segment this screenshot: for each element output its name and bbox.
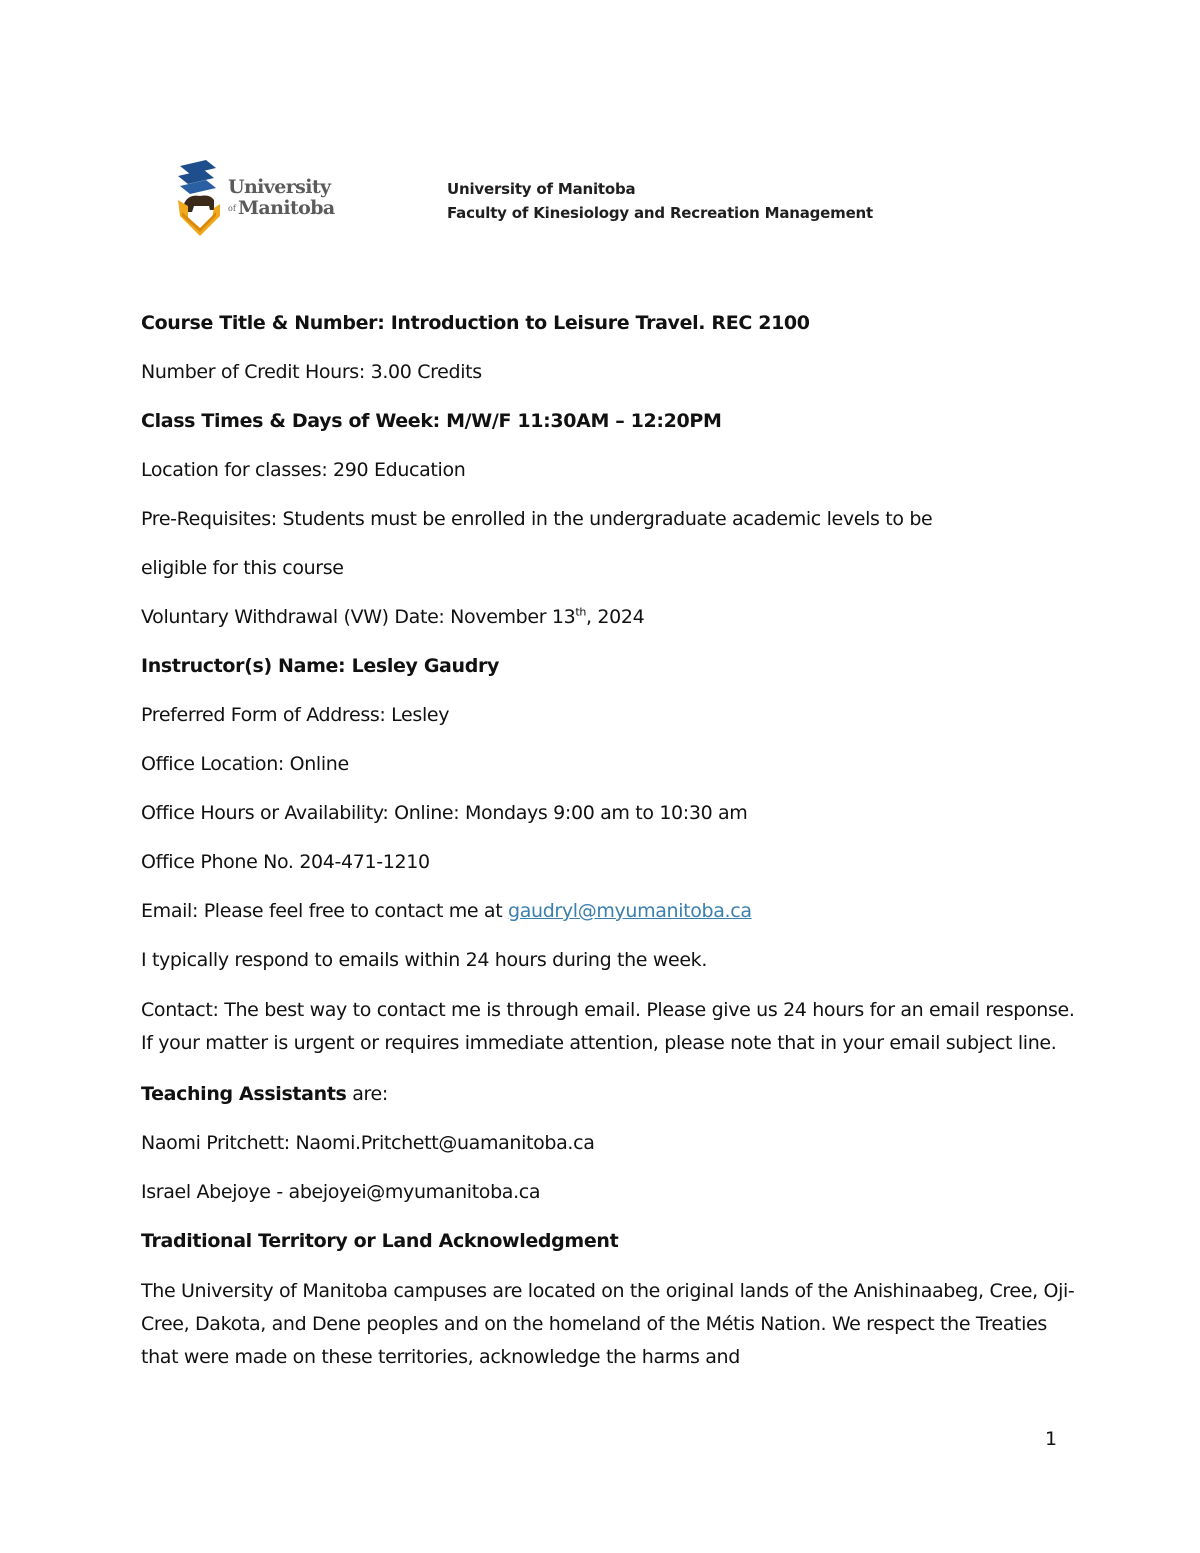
office-phone: Office Phone No. 204-471-1210 bbox=[141, 851, 430, 873]
land-acknowledgment-text: The University of Manitoba campuses are located on the original lands of the Anishinaabeg, Cree, Oji-Cree, Dakota, and Dene peoples and on the homeland of the Métis Nation. We respect the Treaties that were made on these territories, acknowledge the harms and bbox=[141, 1280, 1075, 1368]
instructor-name: Instructor(s) Name: Lesley Gaudry bbox=[141, 655, 500, 677]
withdrawal-date-year: , 2024 bbox=[585, 606, 645, 628]
class-location: Location for classes: 290 Education bbox=[141, 459, 466, 481]
instructor-email bbox=[141, 896, 1081, 926]
contact-info: Contact: The best way to contact me is through email. Please give us 24 hours for an email response. If your matter is urgent or requires immediate attention, please note that in your email subject line. bbox=[141, 999, 1075, 1054]
document-body bbox=[141, 308, 1081, 1393]
page-number: 1 bbox=[1045, 1428, 1058, 1450]
header-faculty: Faculty of Kinesiology and Recreation Management bbox=[447, 204, 874, 222]
office-location: Office Location: Online bbox=[141, 753, 349, 775]
prerequisites-line2: eligible for this course bbox=[141, 557, 344, 579]
ta-heading-rest: are: bbox=[346, 1083, 388, 1105]
land-acknowledgment-heading: Traditional Territory or Land Acknowledgment bbox=[141, 1230, 619, 1252]
course-title: Course Title & Number: Introduction to Leisure Travel. REC 2100 bbox=[141, 312, 810, 334]
document-header bbox=[447, 177, 873, 225]
logo-wordmark-manitoba: Manitoba bbox=[238, 197, 335, 219]
header-university: University of Manitoba bbox=[447, 180, 636, 198]
logo-wordmark-university: University bbox=[228, 176, 331, 198]
university-logo bbox=[176, 160, 346, 236]
class-times: Class Times & Days of Week: M/W/F 11:30AM – 12:20PM bbox=[141, 410, 722, 432]
logo-wordmark-of: of bbox=[228, 204, 236, 213]
preferred-address: Preferred Form of Address: Lesley bbox=[141, 704, 450, 726]
withdrawal-date bbox=[141, 602, 1081, 632]
office-hours: Office Hours or Availability: Online: Mondays 9:00 am to 10:30 am bbox=[141, 802, 748, 824]
email-prefix: Email: Please feel free to contact me at bbox=[141, 900, 509, 922]
prerequisites-line1: Pre-Requisites: Students must be enrolled in the undergraduate academic levels to be bbox=[141, 508, 933, 530]
ta-heading bbox=[141, 1079, 1081, 1109]
logo-crest-icon bbox=[176, 160, 224, 236]
ta-naomi: Naomi Pritchett: Naomi.Pritchett@uamanitoba.ca bbox=[141, 1132, 595, 1154]
ta-israel: Israel Abejoye - abejoyei@myumanitoba.ca bbox=[141, 1181, 541, 1203]
withdrawal-date-text: Voluntary Withdrawal (VW) Date: November 13 bbox=[141, 606, 576, 628]
email-link[interactable]: gaudryl@myumanitoba.ca bbox=[508, 900, 752, 922]
ta-heading-bold: Teaching Assistants bbox=[141, 1083, 347, 1105]
response-time: I typically respond to emails within 24 hours during the week. bbox=[141, 949, 708, 971]
withdrawal-date-superscript: th bbox=[575, 605, 586, 619]
credit-hours: Number of Credit Hours: 3.00 Credits bbox=[141, 361, 482, 383]
